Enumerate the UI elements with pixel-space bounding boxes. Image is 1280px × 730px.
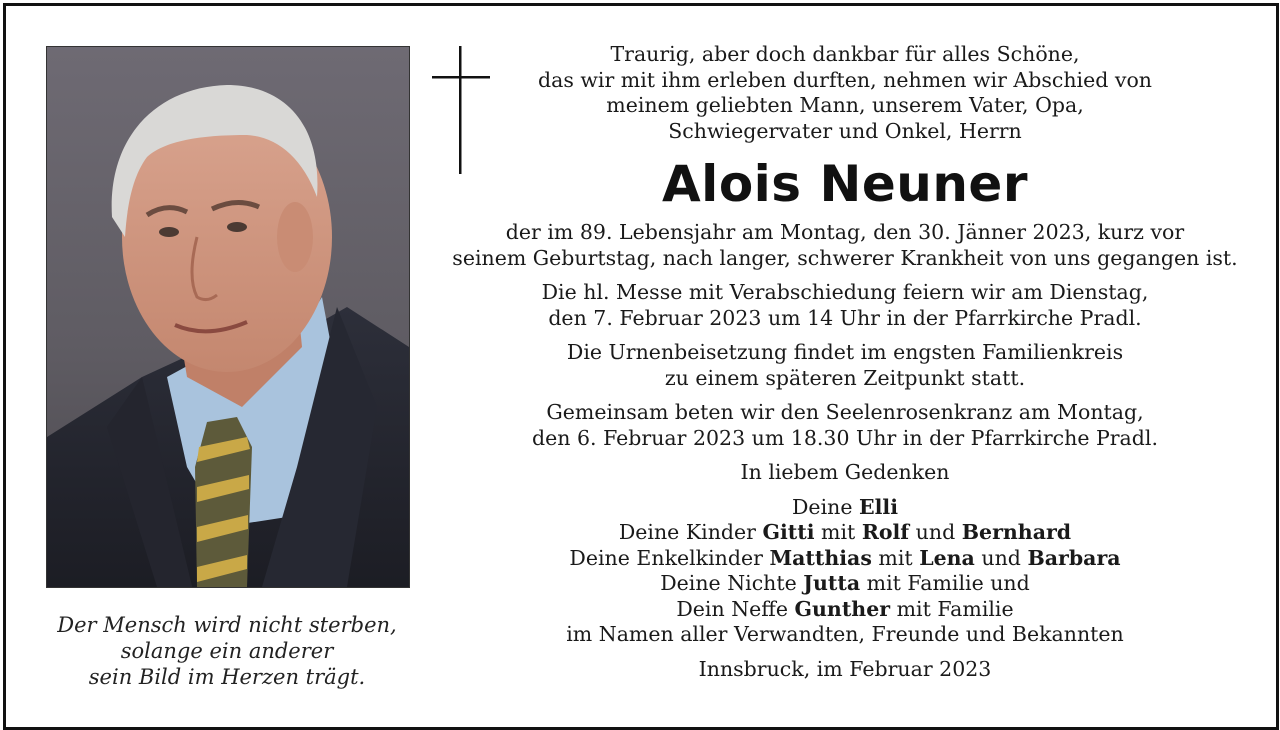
memorial-quote bbox=[46, 612, 408, 690]
rosary-line: Gemeinsam beten wir den Seelenrosenkranz am Montag, bbox=[546, 400, 1144, 424]
family-text: mit Familie bbox=[896, 596, 1014, 621]
family-others: im Namen aller Verwandten, Freunde und Bekannten bbox=[566, 622, 1124, 646]
death-notice-line: der im 89. Lebensjahr am Montag, den 30. Jänner 2023, kurz vor bbox=[505, 220, 1185, 244]
notice-text bbox=[430, 42, 1260, 682]
mass-info bbox=[430, 280, 1260, 331]
family-member-name: Jutta bbox=[803, 571, 861, 595]
intro-text bbox=[430, 42, 1260, 144]
family-niece bbox=[430, 571, 1260, 597]
quote-line: sein Bild im Herzen trägt. bbox=[88, 665, 366, 689]
family-text: mit Familie und bbox=[866, 571, 1030, 595]
family-text: Deine Kinder bbox=[618, 520, 756, 544]
place-date: Innsbruck, im Februar 2023 bbox=[698, 656, 992, 681]
family-text: Deine bbox=[792, 494, 853, 519]
family-member-name: Rolf bbox=[861, 520, 910, 544]
family-text: Deine Enkelkinder bbox=[569, 545, 763, 570]
family-member-name: Elli bbox=[859, 494, 898, 519]
family-text: Deine Nichte bbox=[660, 571, 797, 595]
burial-info bbox=[430, 340, 1260, 391]
family-grandchildren bbox=[430, 546, 1260, 572]
family-text: mit bbox=[821, 520, 856, 544]
family-wife bbox=[430, 495, 1260, 521]
intro-line: Schwiegervater und Onkel, Herrn bbox=[668, 118, 1022, 143]
quote-line: Der Mensch wird nicht sterben, bbox=[57, 613, 397, 637]
burial-line: Die Urnenbeisetzung findet im engsten Familienkreis bbox=[566, 340, 1124, 364]
family-text: Dein Neffe bbox=[676, 596, 788, 621]
rosary-info bbox=[430, 400, 1260, 451]
portrait-photo bbox=[46, 46, 410, 588]
intro-line: meinem geliebten Mann, unserem Vater, Opa, bbox=[606, 93, 1084, 117]
family-member-name: Matthias bbox=[769, 545, 872, 570]
family-text: mit bbox=[878, 545, 913, 570]
quote-line: solange ein anderer bbox=[120, 639, 334, 663]
rosary-line: den 6. Februar 2023 um 18.30 Uhr in der Pfarrkirche Pradl. bbox=[532, 425, 1158, 450]
family-member-name: Gitti bbox=[762, 520, 815, 544]
family-nephew bbox=[430, 597, 1260, 623]
mass-line: Die hl. Messe mit Verabschiedung feiern wir am Dienstag, bbox=[541, 280, 1149, 304]
family-member-name: Bernhard bbox=[961, 520, 1072, 544]
family-member-name: Lena bbox=[919, 545, 975, 570]
family-list bbox=[430, 495, 1260, 648]
deceased-name: Alois Neuner bbox=[661, 155, 1028, 213]
intro-line: Traurig, aber doch dankbar für alles Schöne, bbox=[610, 42, 1080, 66]
family-children bbox=[430, 520, 1260, 546]
family-text: und bbox=[981, 545, 1021, 570]
death-notice bbox=[430, 220, 1260, 271]
death-notice-line: seinem Geburtstag, nach langer, schwerer Krankheit von uns gegangen ist. bbox=[452, 245, 1238, 270]
in-memory: In liebem Gedenken bbox=[740, 460, 950, 484]
family-member-name: Barbara bbox=[1027, 545, 1121, 570]
family-text: und bbox=[915, 520, 956, 544]
burial-line: zu einem späteren Zeitpunkt statt. bbox=[664, 365, 1026, 390]
family-member-name: Gunther bbox=[794, 596, 891, 621]
intro-line: das wir mit ihm erleben durften, nehmen wir Abschied von bbox=[537, 67, 1152, 92]
mass-line: den 7. Februar 2023 um 14 Uhr in der Pfarrkirche Pradl. bbox=[548, 305, 1142, 330]
